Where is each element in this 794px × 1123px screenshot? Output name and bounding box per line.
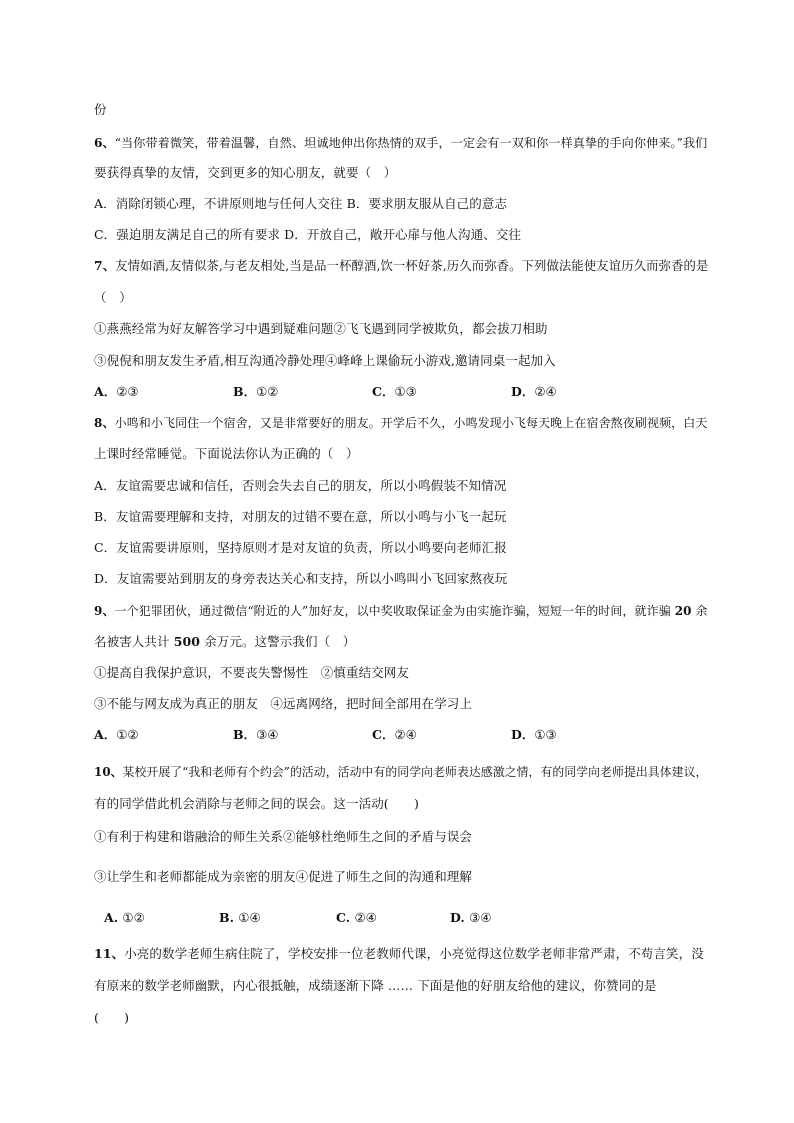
- question-9-option-a: A．①②: [94, 727, 139, 742]
- question-11-text-2: 有原来的数学老师幽默，内心很抵触，成绩逐渐下降 …… 下面是他的好朋友给他的建议，你赞同的是: [94, 978, 657, 993]
- question-7-option-c: C．①③: [372, 384, 417, 399]
- question-8-option-c: C．友谊需要讲原则，坚持原则才是对友谊的负责，所以小鸣要向老师汇报: [94, 540, 507, 555]
- question-7-item-1: ①燕燕经常为好友解答学习中遇到疑难问题②飞飞遇到同学被欺负，都会拔刀相助: [94, 321, 548, 336]
- question-9-line-2: 名被害人共计 500 余万元。这警示我们（ ）: [94, 634, 356, 649]
- question-9-item-2: ③不能与网友成为真正的朋友 ④远离网络，把时间全部用在学习上: [94, 696, 473, 711]
- question-11-line-1: [94, 945, 704, 963]
- question-6-text-1: “当你带着微笑，带着温馨，自然、坦诚地伸出你热情的双手，一定会有一双和你一样真挚的手向你伸来。”我们: [114, 136, 708, 150]
- question-11-number: 11、: [94, 946, 125, 961]
- question-6-option-a-b: A．消除闭锁心理，不讲原则地与任何人交往 B．要求朋友服从自己的意志: [94, 196, 508, 211]
- question-10-number: 10、: [94, 765, 123, 779]
- question-6-line-1: [94, 134, 707, 152]
- question-6-option-c-d: C．强迫朋友满足自己的所有要求 D．开放自己，敞开心扉与他人沟通、交往: [94, 227, 522, 242]
- question-8-option-b: B．友谊需要理解和支持，对朋友的过错不要在意，所以小鸣与小飞一起玩: [94, 509, 507, 524]
- question-10-option-c: C. ②④: [336, 910, 377, 925]
- question-10-text-2: 有的同学借此机会消除与老师之间的误会。这一活动( ): [94, 796, 419, 811]
- question-8-text-2: 上课时经常睡觉。下面说法你认为正确的（ ）: [94, 446, 359, 461]
- question-10-item-2: ③让学生和老师都能成为亲密的朋友④促进了师生之间的沟通和理解: [94, 869, 473, 884]
- question-7-option-d: D．②④: [511, 384, 557, 399]
- question-10-option-a: A. ①②: [104, 910, 145, 925]
- question-10-option-b: B. ①④: [219, 910, 261, 925]
- question-9-item-1: ①提高自我保护意识，不要丧失警惕性 ②慎重结交网友: [94, 665, 410, 680]
- question-8-line-1: [94, 414, 707, 432]
- question-8-number: 8、: [94, 416, 115, 430]
- question-6-text-2: 要获得真挚的友情，交到更多的知心朋友，就要（ ）: [94, 165, 397, 180]
- question-10-item-1: ①有利于构建和谐融洽的师生关系②能够杜绝师生之间的矛盾与误会: [94, 829, 473, 844]
- question-7-item-2: ③倪倪和朋友发生矛盾,相互沟通冷静处理④峰峰上课偷玩小游戏,邀请同桌一起加入: [94, 353, 556, 368]
- question-11-text-3: ( ): [94, 1010, 130, 1025]
- question-7-text-2: （ ）: [94, 290, 132, 305]
- question-11-text-1: 小亮的数学老师生病住院了，学校安排一位老教师代课，小亮觉得这位数学老师非常严肃，不苟言笑，没: [124, 946, 704, 961]
- question-7-number: 7、: [94, 258, 116, 273]
- question-9-option-c: C．②④: [372, 727, 417, 742]
- question-9-line-1: 9、一个犯罪团伙，通过微信“附近的人”加好友，以中奖收取保证金为由实施诈骗，短短一年的时间，就诈骗 20 余: [94, 604, 708, 618]
- question-7-text-1: 友情如酒,友情似茶,与老友相处,当是品一杯醇酒,饮一杯好茶,历久而弥香。下列做法能使友谊历久而弥香的是: [115, 259, 709, 273]
- question-10-line-1: [94, 763, 707, 781]
- question-6-number: 6、: [94, 136, 115, 150]
- question-7-line-1: [94, 257, 708, 275]
- question-9-number: 9、: [94, 604, 115, 618]
- question-9-option-d: D．①③: [511, 727, 557, 742]
- question-10-text-1: 某校开展了“我和老师有个约会”的活动，活动中有的同学向老师表达感激之情，有的同学向老师提出具体建议，: [122, 765, 708, 779]
- question-7-option-b: B．①②: [233, 384, 279, 399]
- question-9-option-b: B．③④: [233, 727, 279, 742]
- question-8-option-a: A．友谊需要忠诚和信任，否则会失去自己的朋友，所以小鸣假装不知情况: [94, 478, 507, 493]
- question-8-option-d: D．友谊需要站到朋友的身旁表达关心和支持，所以小鸣叫小飞回家熬夜玩: [94, 571, 508, 586]
- question-7-option-a: A．②③: [94, 384, 139, 399]
- page-fragment: 份: [94, 102, 107, 117]
- question-8-text-1: 小鸣和小飞同住一个宿舍，又是非常要好的朋友。开学后不久，小鸣发现小飞每天晚上在宿舍熬夜刷视频，白天: [114, 416, 708, 430]
- question-10-option-d: D. ③④: [450, 910, 492, 925]
